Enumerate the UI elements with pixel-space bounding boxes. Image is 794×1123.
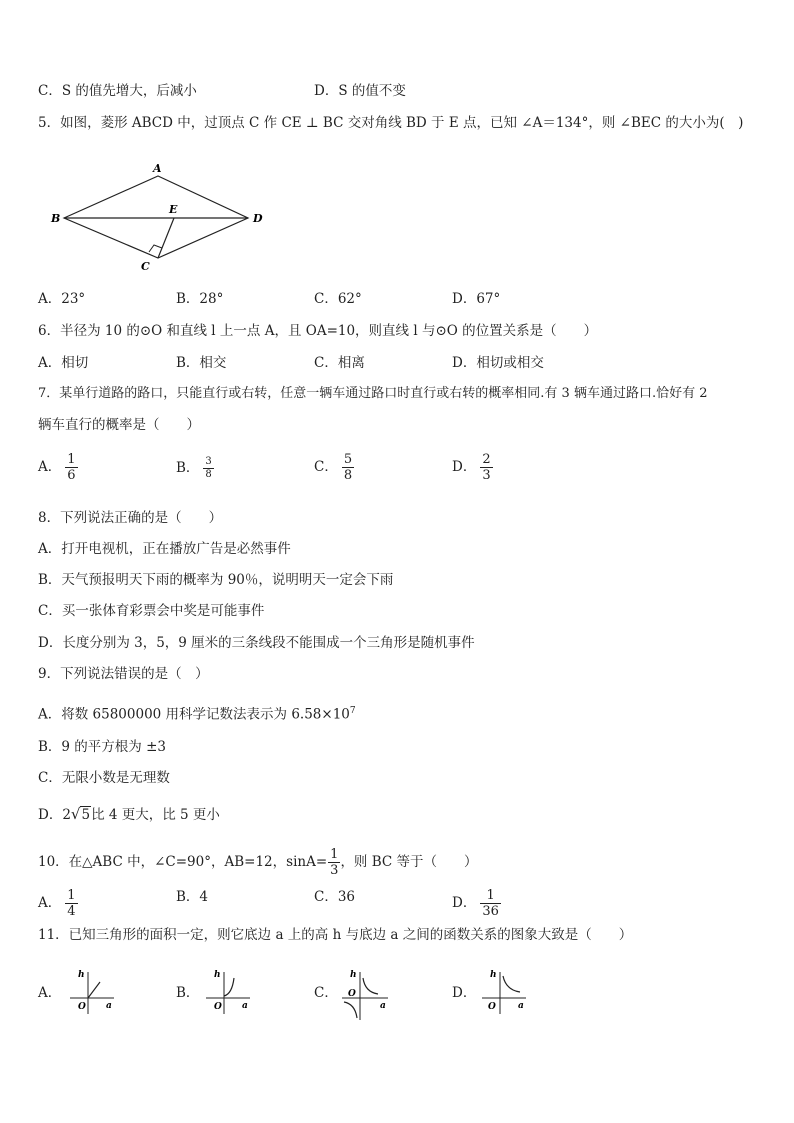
q11-option-c-label: C． <box>314 985 338 1001</box>
q4-option-d: D．S 的值不变 <box>314 83 406 99</box>
q11-c-origin: O <box>348 989 356 999</box>
q5-option-d: D．67° <box>452 291 501 307</box>
q10-option-a: A． $\frac{1}{4}$ <box>38 888 76 919</box>
q4-option-c: C．S 的值先增大，后减小 <box>38 83 197 99</box>
q11-b-axis-a: a <box>242 1001 248 1011</box>
q9-option-d: D．2√5比 4 更大，比 5 更小 <box>38 805 220 823</box>
q11-stem: 11．已知三角形的面积一定，则它底边 a 上的高 h 与底边 a 之间的函数关系的图象大致是（ ） <box>38 927 633 943</box>
q6-stem: 6．半径为 10 的⊙O 和直线 l 上一点 A，且 OA=10，则直线 l 与⊙O 的位置关系是（ ） <box>38 323 598 339</box>
q10-option-b: B．4 <box>176 889 209 905</box>
q5-label-a: A <box>153 162 162 175</box>
q5-stem: 5．如图，菱形 ABCD 中，过顶点 C 作 CE ⊥ BC 交对角线 BD 于 E 点，已知 ∠A＝134°，则 ∠BEC 的大小为( ) <box>38 115 744 131</box>
q11-option-b-label: B． <box>176 985 200 1001</box>
q11-graph-a <box>66 966 120 1016</box>
q11-d-axis-h: h <box>490 970 497 980</box>
q11-b-origin: O <box>214 1002 222 1012</box>
q11-a-axis-h: h <box>78 970 85 980</box>
q8-stem: 8．下列说法正确的是（ ） <box>38 510 223 526</box>
q7-option-a: A． $\frac{1}{6}$ <box>38 452 76 483</box>
q11-d-axis-a: a <box>518 1001 524 1011</box>
q11-c-axis-h: h <box>350 970 357 980</box>
q11-graph-c <box>338 966 394 1022</box>
q11-b-axis-h: h <box>214 970 221 980</box>
q8-option-a: A．打开电视机，正在播放广告是必然事件 <box>38 541 291 557</box>
q5-label-c: C <box>141 260 150 273</box>
q8-option-d: D．长度分别为 3，5，9 厘米的三条线段不能围成一个三角形是随机事件 <box>38 635 475 651</box>
q5-label-b: B <box>51 212 61 225</box>
q10-stem: 10．在△ABC 中，∠C=90°，AB=12，sinA= $\frac{1}{3}$ ，则 BC 等于（ ） <box>38 847 478 878</box>
q7-stem-line1: 7．某单行道路的路口，只能直行或右转，任意一辆车通过路口时直行或右转的概率相同.有 3 辆车通过路口.恰好有 2 <box>38 386 708 401</box>
q5-rhombus-diagram <box>48 158 278 276</box>
sqrt-symbol: √ <box>70 805 81 823</box>
q6-option-d: D．相切或相交 <box>452 355 544 371</box>
q11-option-a-label: A． <box>38 985 62 1001</box>
q10-option-c: C．36 <box>314 889 356 905</box>
q7-option-b: B． $\frac{3}{8}$ <box>176 456 212 480</box>
q6-option-c: C．相离 <box>314 355 365 371</box>
q5-option-c: C．62° <box>314 291 362 307</box>
q6-option-a: A．相切 <box>38 355 89 371</box>
q6-option-b: B．相交 <box>176 355 227 371</box>
q11-c-axis-a: a <box>380 1001 386 1011</box>
q9-stem: 9．下列说法错误的是（ ） <box>38 666 209 682</box>
q11-graph-b <box>202 966 256 1016</box>
q11-option-d-label: D． <box>452 985 477 1001</box>
q5-label-e: E <box>169 203 178 216</box>
q5-option-b: B．28° <box>176 291 224 307</box>
q5-label-d: D <box>253 212 263 225</box>
q11-a-origin: O <box>78 1002 86 1012</box>
q7-option-d: D． $\frac{2}{3}$ <box>452 452 491 483</box>
q9-option-b: B．9 的平方根为 ±3 <box>38 739 166 755</box>
q9-option-c: C．无限小数是无理数 <box>38 770 170 786</box>
q11-graph-d <box>478 966 532 1016</box>
q7-option-c: C． $\frac{5}{8}$ <box>314 452 353 483</box>
q9-option-a: A．将数 65800000 用科学记数法表示为 $6.58\times 10^7$ <box>38 706 356 723</box>
q11-a-axis-a: a <box>106 1001 112 1011</box>
q11-d-origin: O <box>488 1002 496 1012</box>
q5-option-a: A．23° <box>38 291 86 307</box>
q8-option-c: C．买一张体育彩票会中奖是可能事件 <box>38 603 265 619</box>
q8-option-b: B．天气预报明天下雨的概率为 90％，说明明天一定会下雨 <box>38 572 394 588</box>
q10-option-d: D． $\frac{1}{36}$ <box>452 888 499 919</box>
q7-stem-line2: 辆车直行的概率是（ ） <box>38 417 200 433</box>
